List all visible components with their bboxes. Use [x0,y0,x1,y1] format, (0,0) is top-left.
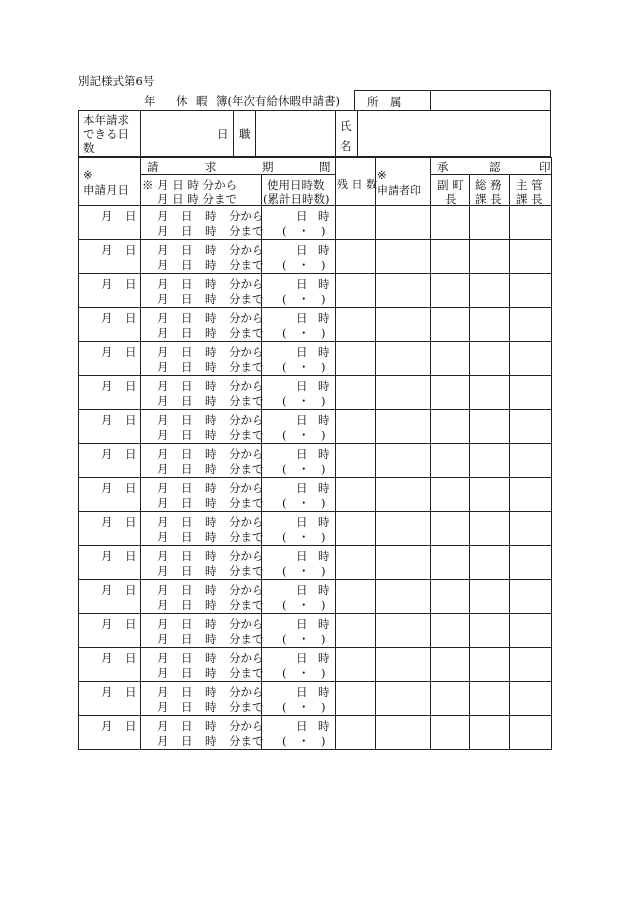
cell-shinseisha-in[interactable] [376,376,431,410]
table-row [79,308,552,342]
cell-fuku[interactable] [431,342,470,376]
table-row [79,444,552,478]
cell-somu[interactable] [470,682,510,716]
shozoku-label-box [354,90,431,110]
cell-shinsei-date[interactable]: 月 日 [79,240,141,274]
table-row [79,614,552,648]
header-mei: 名 [340,139,352,153]
cell-somu[interactable] [470,342,510,376]
cell-zan[interactable] [336,716,376,750]
cell-kikan[interactable]: 月 日 時 分から 月 日 時 分まで [141,546,262,580]
cell-zan[interactable] [336,240,376,274]
cell-fuku[interactable] [431,580,470,614]
table-row [79,580,552,614]
cell-kikan[interactable]: 月 日 時 分から 月 日 時 分まで [141,376,262,410]
col-shukan: 主 管 課 長 [510,175,552,206]
header-divider-4 [335,110,336,156]
cell-shinseisha-in[interactable] [376,444,431,478]
cell-shiyo[interactable]: 日 時 ( ・ ) [262,308,336,342]
table-row [79,274,552,308]
table-row [79,342,552,376]
table-row [79,240,552,274]
cell-shinseisha-in[interactable] [376,240,431,274]
cell-shinsei-date[interactable]: 月 日 [79,580,141,614]
cell-shinsei-date[interactable]: 月 日 [79,308,141,342]
table-row [79,410,552,444]
col-zan: 残 日 数 [336,158,376,206]
cell-shiyo[interactable]: 日 時 ( ・ ) [262,614,336,648]
leave-register-table [78,157,552,750]
header-nichi: 日 [217,127,229,141]
cell-shiyo[interactable]: 日 時 ( ・ ) [262,240,336,274]
cell-somu[interactable] [470,444,510,478]
cell-kikan[interactable]: 月 日 時 分から 月 日 時 分まで [141,648,262,682]
cell-shinsei-date[interactable]: 月 日 [79,512,141,546]
cell-shukan[interactable] [510,308,552,342]
title-ka: 暇 [196,94,208,108]
header-block [78,110,551,157]
cell-fuku[interactable] [431,546,470,580]
cell-shukan[interactable] [510,648,552,682]
cell-zan[interactable] [336,410,376,444]
table-row [79,682,552,716]
cell-kikan[interactable]: 月 日 時 分から 月 日 時 分まで [141,682,262,716]
cell-shinseisha-in[interactable] [376,478,431,512]
cell-kikan[interactable]: 月 日 時 分から 月 日 時 分まで [141,580,262,614]
cell-kikan[interactable]: 月 日 時 分から 月 日 時 分まで [141,716,262,750]
cell-shinseisha-in[interactable] [376,546,431,580]
form-title [78,90,354,110]
cell-shinseisha-in[interactable] [376,682,431,716]
cell-shukan[interactable] [510,682,552,716]
cell-somu[interactable] [470,206,510,240]
cell-shiyo[interactable]: 日 時 ( ・ ) [262,546,336,580]
cell-zan[interactable] [336,342,376,376]
table-row [79,376,552,410]
table-row [79,478,552,512]
cell-somu[interactable] [470,580,510,614]
header-row-2 [79,175,552,206]
cell-shinseisha-in[interactable] [376,308,431,342]
cell-somu[interactable] [470,274,510,308]
cell-shinseisha-in[interactable] [376,410,431,444]
cell-fuku[interactable] [431,682,470,716]
cell-shinsei-date[interactable]: 月 日 [79,274,141,308]
cell-somu[interactable] [470,240,510,274]
cell-shinsei-date[interactable]: 月 日 [79,444,141,478]
cell-fuku[interactable] [431,308,470,342]
cell-fuku[interactable] [431,478,470,512]
cell-shinseisha-in[interactable] [376,342,431,376]
cell-shukan[interactable] [510,614,552,648]
cell-shukan[interactable] [510,478,552,512]
cell-fuku[interactable] [431,444,470,478]
cell-shiyo[interactable]: 日 時 ( ・ ) [262,342,336,376]
honnen-3: 数 [83,141,95,155]
cell-shiyo[interactable]: 日 時 ( ・ ) [262,580,336,614]
cell-somu[interactable] [470,648,510,682]
cell-zan[interactable] [336,512,376,546]
cell-shukan[interactable] [510,716,552,750]
cell-shukan[interactable] [510,376,552,410]
cell-shinseisha-in[interactable] [376,206,431,240]
cell-shiyo[interactable]: 日 時 ( ・ ) [262,206,336,240]
cell-somu[interactable] [470,546,510,580]
cell-fuku[interactable] [431,512,470,546]
col-fuku: 副 町 長 [431,175,470,206]
cell-zan[interactable] [336,376,376,410]
cell-zan[interactable] [336,274,376,308]
cell-shiyo[interactable]: 日 時 ( ・ ) [262,478,336,512]
table-body [79,206,552,750]
title-year: 年 [144,94,156,108]
cell-kikan[interactable]: 月 日 時 分から 月 日 時 分まで [141,614,262,648]
cell-zan[interactable] [336,614,376,648]
cell-shiyo[interactable]: 日 時 ( ・ ) [262,376,336,410]
cell-shiyo[interactable]: 日 時 ( ・ ) [262,512,336,546]
cell-shiyo[interactable]: 日 時 ( ・ ) [262,648,336,682]
table-row [79,716,552,750]
header-row-1 [79,158,552,175]
cell-shinsei-date[interactable]: 月 日 [79,682,141,716]
cell-fuku[interactable] [431,410,470,444]
header-shoku: 職 [239,127,251,141]
cell-kikan[interactable]: 月 日 時 分から 月 日 時 分まで [141,478,262,512]
cell-shinseisha-in[interactable] [376,580,431,614]
cell-kikan[interactable]: 月 日 時 分から 月 日 時 分まで [141,512,262,546]
table-row [79,546,552,580]
cell-shinsei-date[interactable]: 月 日 [79,410,141,444]
cell-zan[interactable] [336,580,376,614]
cell-shinseisha-in[interactable] [376,274,431,308]
col-shiyo: 使用日時数 (累計日時数) [262,175,336,206]
cell-fuku[interactable] [431,274,470,308]
cell-somu[interactable] [470,308,510,342]
cell-shiyo[interactable]: 日 時 ( ・ ) [262,274,336,308]
cell-zan[interactable] [336,308,376,342]
cell-shinsei-date[interactable]: 月 日 [79,342,141,376]
header-shi: 氏 [340,119,352,133]
cell-shiyo[interactable]: 日 時 ( ・ ) [262,716,336,750]
cell-shukan[interactable] [510,444,552,478]
cell-shinsei-date[interactable]: 月 日 [79,376,141,410]
cell-fuku[interactable] [431,240,470,274]
cell-shinsei-date[interactable]: 月 日 [79,546,141,580]
cell-zan[interactable] [336,444,376,478]
cell-fuku[interactable] [431,206,470,240]
cell-shukan[interactable] [510,410,552,444]
shozoku-value-box[interactable] [429,90,551,110]
cell-somu[interactable] [470,614,510,648]
cell-shukan[interactable] [510,342,552,376]
cell-shukan[interactable] [510,240,552,274]
header-divider-5 [357,110,358,156]
cell-shinsei-date[interactable]: 月 日 [79,478,141,512]
form-label: 別記様式第6号 [78,74,155,88]
cell-shukan[interactable] [510,274,552,308]
cell-somu[interactable] [470,410,510,444]
title-row [78,90,551,110]
shozoku-label: 所 属 [367,95,402,109]
cell-fuku[interactable] [431,614,470,648]
cell-somu[interactable] [470,376,510,410]
cell-kikan[interactable]: 月 日 時 分から 月 日 時 分まで [141,308,262,342]
cell-shinsei-date[interactable]: 月 日 [79,716,141,750]
cell-shinsei-date[interactable]: 月 日 [79,648,141,682]
cell-shiyo[interactable]: 日 時 ( ・ ) [262,410,336,444]
table-row [79,512,552,546]
cell-zan[interactable] [336,682,376,716]
cell-kikan[interactable]: 月 日 時 分から 月 日 時 分まで [141,240,262,274]
cell-somu[interactable] [470,512,510,546]
cell-shiyo[interactable]: 日 時 ( ・ ) [262,682,336,716]
col-seikyu-kikan: 請 求 期 間 [141,158,336,175]
cell-somu[interactable] [470,716,510,750]
title-kyu: 休 [176,94,188,108]
cell-shinseisha-in[interactable] [376,716,431,750]
title-bo: 簿(年次有給休暇申請書) [216,94,340,108]
cell-zan[interactable] [336,546,376,580]
col-shonin: 承 認 印 [431,158,552,175]
cell-shukan[interactable] [510,580,552,614]
cell-fuku[interactable] [431,648,470,682]
table-row [79,648,552,682]
col-somu: 総 務 課 長 [470,175,510,206]
cell-shukan[interactable] [510,546,552,580]
honnen-1: 本年請求 [83,113,129,127]
cell-zan[interactable] [336,206,376,240]
cell-shukan[interactable] [510,206,552,240]
header-divider-2 [233,110,234,156]
honnen-2: できる日 [83,127,129,141]
cell-shinseisha-in[interactable] [376,614,431,648]
cell-zan[interactable] [336,648,376,682]
cell-shukan[interactable] [510,512,552,546]
cell-shinsei-date[interactable]: 月 日 [79,614,141,648]
cell-kikan[interactable]: 月 日 時 分から 月 日 時 分まで [141,274,262,308]
cell-shinseisha-in[interactable] [376,512,431,546]
table-row [79,206,552,240]
cell-fuku[interactable] [431,376,470,410]
cell-kikan[interactable]: 月 日 時 分から 月 日 時 分まで [141,342,262,376]
header-divider-3 [255,110,256,156]
cell-kikan[interactable]: 月 日 時 分から 月 日 時 分まで [141,444,262,478]
cell-shiyo[interactable]: 日 時 ( ・ ) [262,444,336,478]
header-divider-1 [140,110,141,156]
cell-fuku[interactable] [431,716,470,750]
cell-shinseisha-in[interactable] [376,648,431,682]
cell-shinsei-date[interactable]: 月 日 [79,206,141,240]
cell-kikan[interactable]: 月 日 時 分から 月 日 時 分まで [141,410,262,444]
cell-zan[interactable] [336,478,376,512]
col-shinseisha: ※ 申請者印 [376,158,431,206]
cell-kikan[interactable]: 月 日 時 分から 月 日 時 分まで [141,206,262,240]
col-kikan-sub: ※ 月 日 時 分から 月 日 時 分まで [141,175,262,206]
cell-somu[interactable] [470,478,510,512]
col-shinsei-tsukihi: ※ 申請月日 [79,158,141,206]
